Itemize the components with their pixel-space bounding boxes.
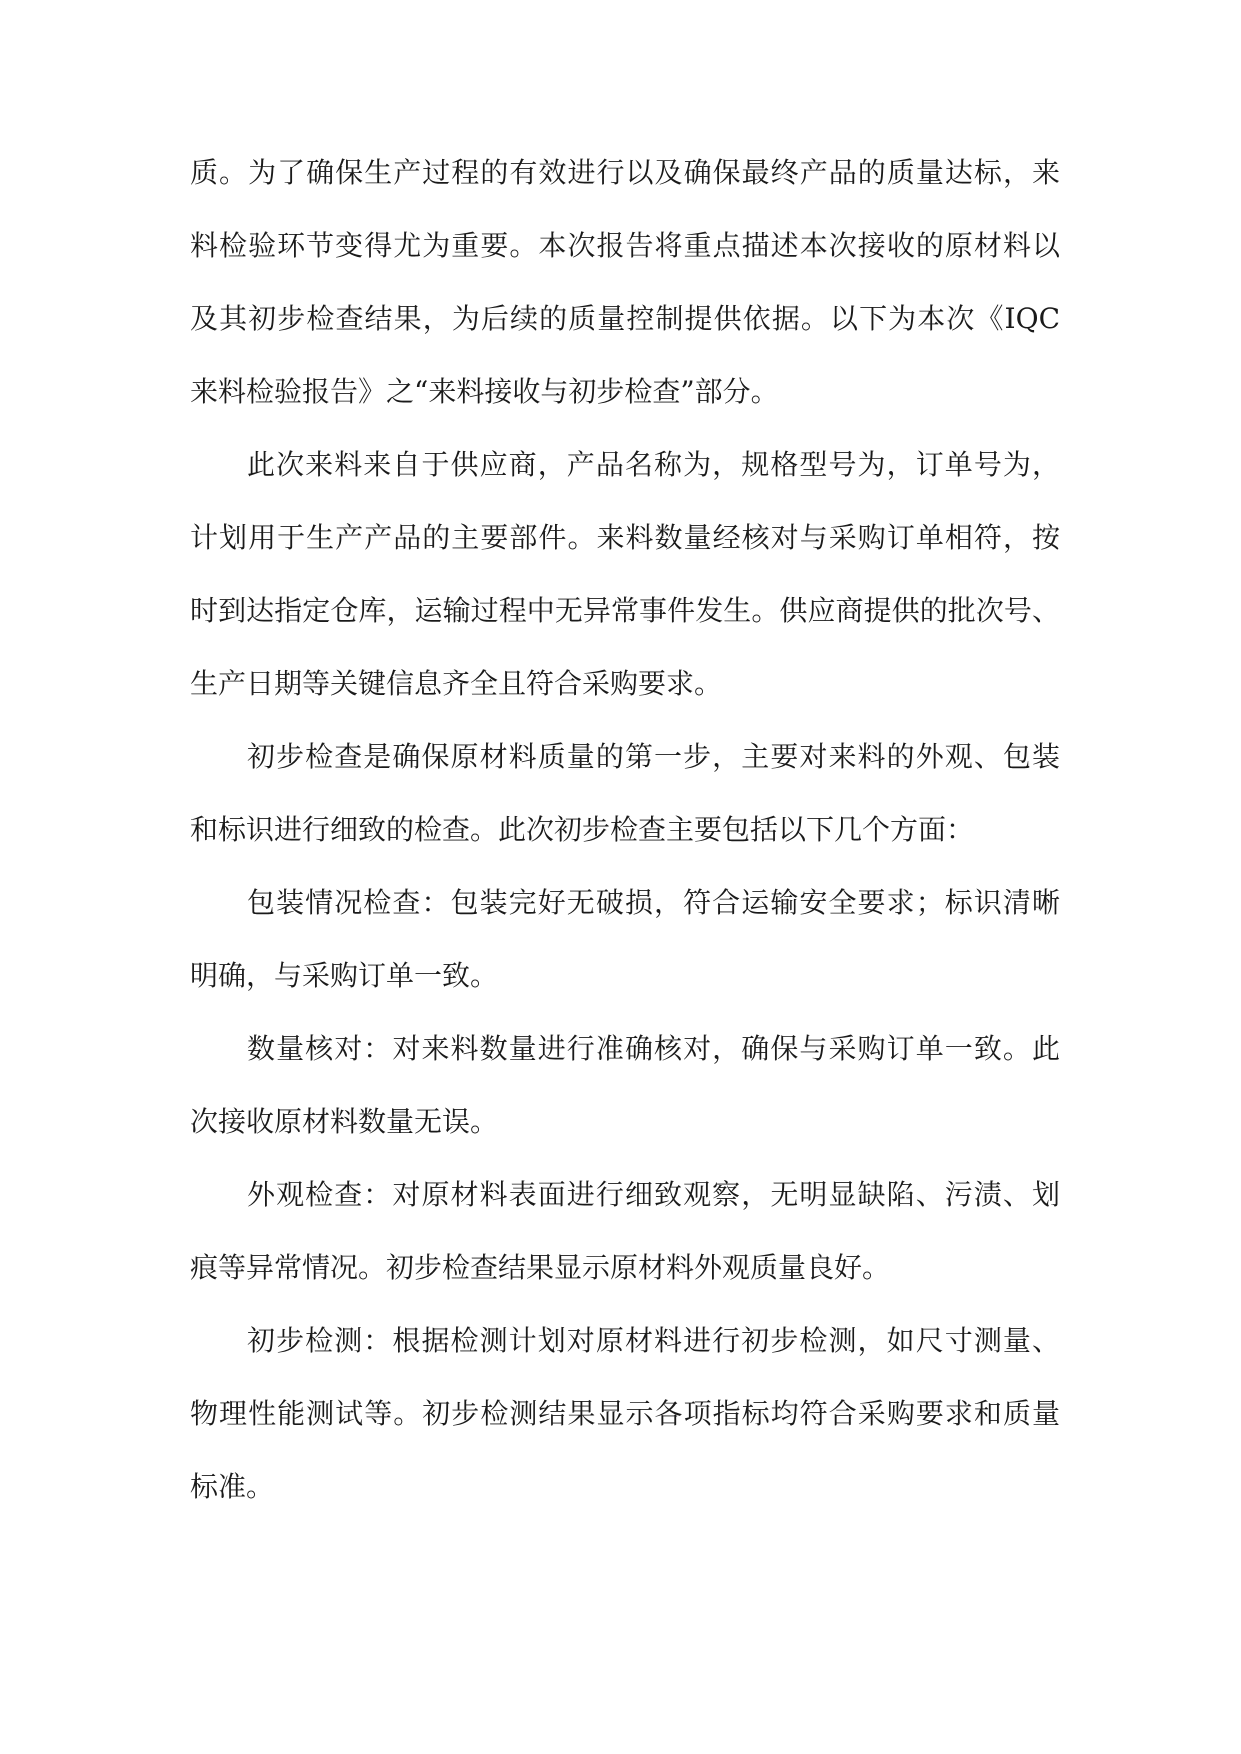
paragraph-line: 明确，与采购订单一致。	[190, 959, 499, 992]
paragraph-line: 标准。	[190, 1470, 275, 1503]
paragraph-initial-inspection	[190, 720, 1060, 866]
paragraph-line: 包装情况检查：包装完好无破损，符合运输安全要求；标识清晰	[247, 886, 1060, 919]
paragraph-line: 时到达指定仓库，运输过程中无异常事件发生。供应商提供的批次号、	[190, 594, 1060, 627]
paragraph-line: 计划用于生产产品的主要部件。来料数量经核对与采购订单相符，按	[190, 521, 1060, 554]
paragraph-line: 次接收原材料数量无误。	[190, 1105, 499, 1138]
paragraph-line: 及其初步检查结果，为后续的质量控制提供依据。以下为本次《IQC	[190, 302, 1060, 335]
paragraph-appearance-check	[190, 1158, 1060, 1304]
paragraph-line: 质。为了确保生产过程的有效进行以及确保最终产品的质量达标，来	[190, 156, 1060, 189]
paragraph-line: 生产日期等关键信息齐全且符合采购要求。	[190, 667, 723, 700]
paragraph-packaging-check	[190, 866, 1060, 1012]
paragraph-line: 痕等异常情况。初步检查结果显示原材料外观质量良好。	[190, 1251, 891, 1284]
paragraph-initial-testing	[190, 1304, 1060, 1523]
paragraph-line: 数量核对：对来料数量进行准确核对，确保与采购订单一致。此	[247, 1032, 1060, 1065]
paragraph-line: 此次来料来自于供应商，产品名称为，规格型号为，订单号为，	[247, 448, 1060, 481]
paragraph-line: 料检验环节变得尤为重要。本次报告将重点描述本次接收的原材料以	[190, 229, 1060, 262]
paragraph-line: 来料检验报告》之“来料接收与初步检查”部分。	[190, 375, 779, 408]
paragraph-line: 物理性能测试等。初步检测结果显示各项指标均符合采购要求和质量	[190, 1397, 1060, 1430]
paragraph-line: 和标识进行细致的检查。此次初步检查主要包括以下几个方面：	[190, 813, 975, 846]
paragraph-line: 外观检查：对原材料表面进行细致观察，无明显缺陷、污渍、划	[247, 1178, 1060, 1211]
paragraph-quantity-check	[190, 1012, 1060, 1158]
paragraph-intro	[190, 136, 1060, 428]
document-body	[190, 136, 1060, 1523]
paragraph-supplier-info	[190, 428, 1060, 720]
paragraph-line: 初步检测：根据检测计划对原材料进行初步检测，如尺寸测量、	[247, 1324, 1060, 1357]
paragraph-line: 初步检查是确保原材料质量的第一步，主要对来料的外观、包装	[247, 740, 1060, 773]
